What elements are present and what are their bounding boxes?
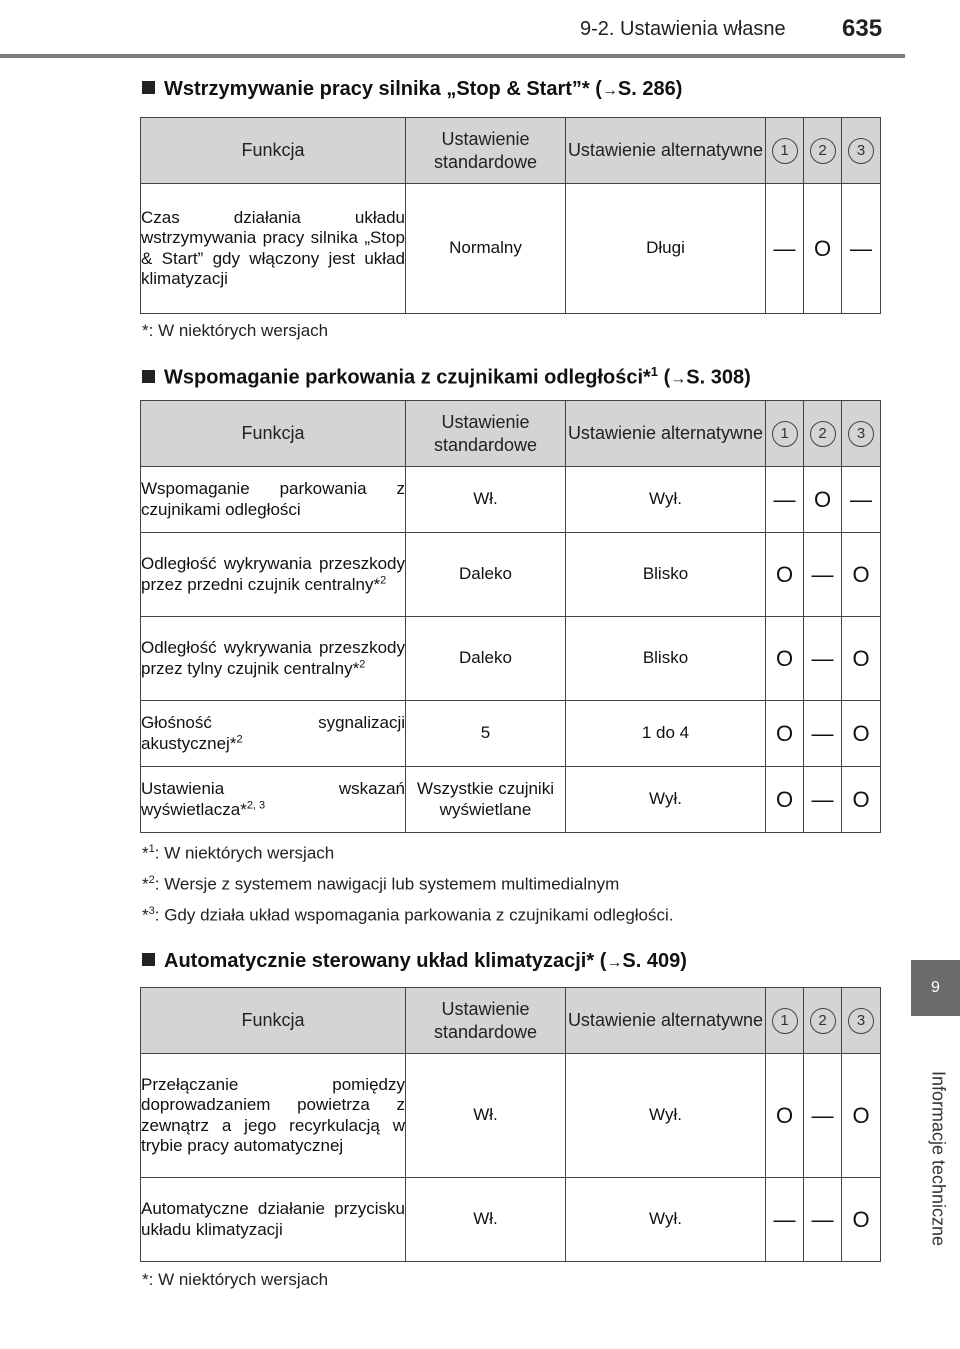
column-header-1 (766, 401, 804, 467)
table-row (141, 1054, 881, 1178)
footnote-marker: * (142, 321, 149, 340)
column-header-standard: Ustawienie standardowe (406, 401, 566, 467)
arrow-icon: → (670, 370, 687, 388)
function-cell (141, 617, 406, 701)
function-cell (141, 701, 406, 767)
table-row (141, 767, 881, 833)
footnote-ref: 2 (380, 573, 387, 586)
circled-2-icon: 2 (810, 421, 836, 447)
arrow-icon: → (606, 954, 623, 971)
heading-square-icon (142, 953, 155, 966)
circled-2-icon: 2 (810, 1008, 836, 1034)
table-row (141, 1178, 881, 1262)
footnote-text: : W niektórych wersjach (148, 1270, 329, 1289)
function-text: Wspomaganie parkowania z czujnikami odległości (141, 479, 405, 519)
circled-3-icon: 3 (848, 421, 874, 447)
mark-3: — (842, 467, 881, 533)
mark-3: O (842, 767, 881, 833)
column-header-3 (842, 118, 881, 184)
column-header-3 (842, 401, 881, 467)
chapter-side-label: Informacje techniczne (928, 1070, 949, 1247)
mark-2: — (804, 1054, 842, 1178)
footnote-text: : Gdy działa układ wspomagania parkowania z czujnikami odległości. (154, 905, 674, 925)
chapter-tab (911, 960, 960, 1016)
page-reference-link[interactable]: S. 308) (686, 366, 751, 389)
section-heading-stop-start: Wstrzymywanie pracy silnika „Stop & Start”* (→S. 286) (142, 78, 682, 101)
settings-table-climate-control (140, 987, 881, 1262)
header-divider (0, 54, 905, 58)
standard-value: Wł. (406, 1054, 566, 1178)
chapter-title: 9-2. Ustawienia własne (580, 18, 786, 40)
mark-1: O (766, 767, 804, 833)
mark-2: — (804, 533, 842, 617)
alternative-value: Wył. (566, 1178, 766, 1262)
mark-3: — (842, 184, 881, 314)
heading-square-icon (142, 370, 155, 383)
mark-3: O (842, 617, 881, 701)
circled-3-icon: 3 (848, 138, 874, 164)
table-row (141, 617, 881, 701)
column-header-1 (766, 988, 804, 1054)
column-header-alternative: Ustawienie alternatywne (566, 988, 766, 1054)
table-row (141, 184, 881, 314)
mark-2: — (804, 617, 842, 701)
circled-1-icon: 1 (772, 138, 798, 164)
mark-1: — (766, 467, 804, 533)
table-header-row (141, 988, 881, 1054)
mark-3: O (842, 1178, 881, 1262)
footnote-marker: * (142, 905, 149, 925)
chapter-number: 9 (931, 979, 940, 996)
table-header-row (141, 401, 881, 467)
circled-1-icon: 1 (772, 1008, 798, 1034)
standard-value: Wł. (406, 1178, 566, 1262)
function-cell: Czas działania układu wstrzymywania pracy silnika „Stop & Start” gdy włączony jest układ klimatyzacji (141, 184, 406, 314)
alternative-value: Blisko (566, 533, 766, 617)
circled-3-icon: 3 (848, 1008, 874, 1034)
alternative-value: Wył. (566, 767, 766, 833)
alternative-value: Wył. (566, 1054, 766, 1178)
standard-value: Normalny (406, 184, 566, 314)
alternative-value: 1 do 4 (566, 701, 766, 767)
table-row (141, 701, 881, 767)
alternative-value: Blisko (566, 617, 766, 701)
arrow-icon: → (601, 82, 618, 99)
function-cell (141, 533, 406, 617)
section-heading-climate-control: Automatycznie sterowany układ klimatyzacji* (→S. 409) (142, 950, 687, 973)
standard-value: Wszystkie czujniki wyświetlane (406, 767, 566, 833)
footnote-number: 2 (148, 874, 155, 886)
mark-2: O (804, 184, 842, 314)
function-text: Odległość wykrywania przeszkody przez przedni czujnik centralny* (141, 554, 405, 594)
column-header-standard: Ustawienie standardowe (406, 988, 566, 1054)
mark-1: O (766, 617, 804, 701)
function-cell (141, 767, 406, 833)
heading-text: Wspomaganie parkowania z czujnikami odległości* (164, 366, 651, 389)
column-header-function: Funkcja (141, 401, 406, 467)
footnote-ref: 2 (359, 657, 366, 670)
section-heading-parking-assist: Wspomaganie parkowania z czujnikami odległości*$^1$ (→S. 308) (142, 364, 751, 390)
function-text: Ustawienia wskazań wyświetlacza* (141, 779, 405, 819)
footnote (142, 905, 674, 926)
footnote-marker: * (142, 874, 149, 894)
mark-1: O (766, 701, 804, 767)
footnote-text: : W niektórych wersjach (148, 321, 329, 340)
footnote (142, 1270, 328, 1290)
mark-2: — (804, 1178, 842, 1262)
table-row (141, 467, 881, 533)
table-row (141, 533, 881, 617)
footnote-ref: 2 (236, 732, 243, 745)
heading-text: Wstrzymywanie pracy silnika „Stop & Start”* (164, 78, 590, 100)
column-header-3 (842, 988, 881, 1054)
column-header-1 (766, 118, 804, 184)
column-header-2 (804, 988, 842, 1054)
heading-square-icon (142, 81, 155, 94)
mark-3: O (842, 701, 881, 767)
mark-2: O (804, 467, 842, 533)
function-cell: Automatyczne działanie przycisku układu klimatyzacji (141, 1178, 406, 1262)
column-header-function: Funkcja (141, 988, 406, 1054)
footnote-marker: * (142, 843, 149, 863)
alternative-value: Wył. (566, 467, 766, 533)
function-cell (141, 467, 406, 533)
settings-table-parking-assist (140, 400, 881, 833)
page-number: 635 (842, 15, 883, 42)
page-reference-link[interactable]: S. 286) (617, 78, 683, 100)
standard-value: Wł. (406, 467, 566, 533)
standard-value: 5 (406, 701, 566, 767)
footnote (142, 874, 619, 895)
column-header-function: Funkcja (141, 118, 406, 184)
circled-1-icon: 1 (772, 421, 798, 447)
mark-3: O (842, 1054, 881, 1178)
footnote-number: 3 (148, 905, 155, 917)
page-reference-link[interactable]: S. 409) (622, 950, 687, 972)
table-header-row (141, 118, 881, 184)
footnote-text: : Wersje z systemem nawigacji lub systemem multimedialnym (154, 874, 620, 894)
mark-1: O (766, 533, 804, 617)
alternative-value: Długi (566, 184, 766, 314)
mark-1: — (766, 184, 804, 314)
mark-2: — (804, 767, 842, 833)
footnote-marker: * (142, 1270, 149, 1289)
heading-footnote-ref: 1 (650, 364, 659, 379)
column-header-standard: Ustawienie standardowe (406, 118, 566, 184)
function-text: Głośność sygnalizacji akustycznej* (141, 713, 405, 753)
column-header-2 (804, 401, 842, 467)
column-header-alternative: Ustawienie alternatywne (566, 118, 766, 184)
standard-value: Daleko (406, 617, 566, 701)
settings-table-stop-start (140, 117, 881, 314)
standard-value: Daleko (406, 533, 566, 617)
mark-1: O (766, 1054, 804, 1178)
circled-2-icon: 2 (810, 138, 836, 164)
footnote (142, 321, 328, 341)
footnote-ref: 2, 3 (246, 798, 266, 811)
footnote (142, 843, 334, 864)
footnote-text: : W niektórych wersjach (154, 843, 335, 863)
column-header-2 (804, 118, 842, 184)
mark-1: — (766, 1178, 804, 1262)
heading-text: Automatycznie sterowany układ klimatyzacji* (164, 950, 595, 972)
function-cell: Przełączanie pomiędzy doprowadzaniem powietrza z zewnątrz a jego recyrkulacją w trybie pracy automatycznej (141, 1054, 406, 1178)
mark-2: — (804, 701, 842, 767)
function-text: Odległość wykrywania przeszkody przez tylny czujnik centralny* (141, 638, 405, 678)
footnote-number: 1 (148, 843, 155, 855)
mark-3: O (842, 533, 881, 617)
column-header-alternative: Ustawienie alternatywne (566, 401, 766, 467)
